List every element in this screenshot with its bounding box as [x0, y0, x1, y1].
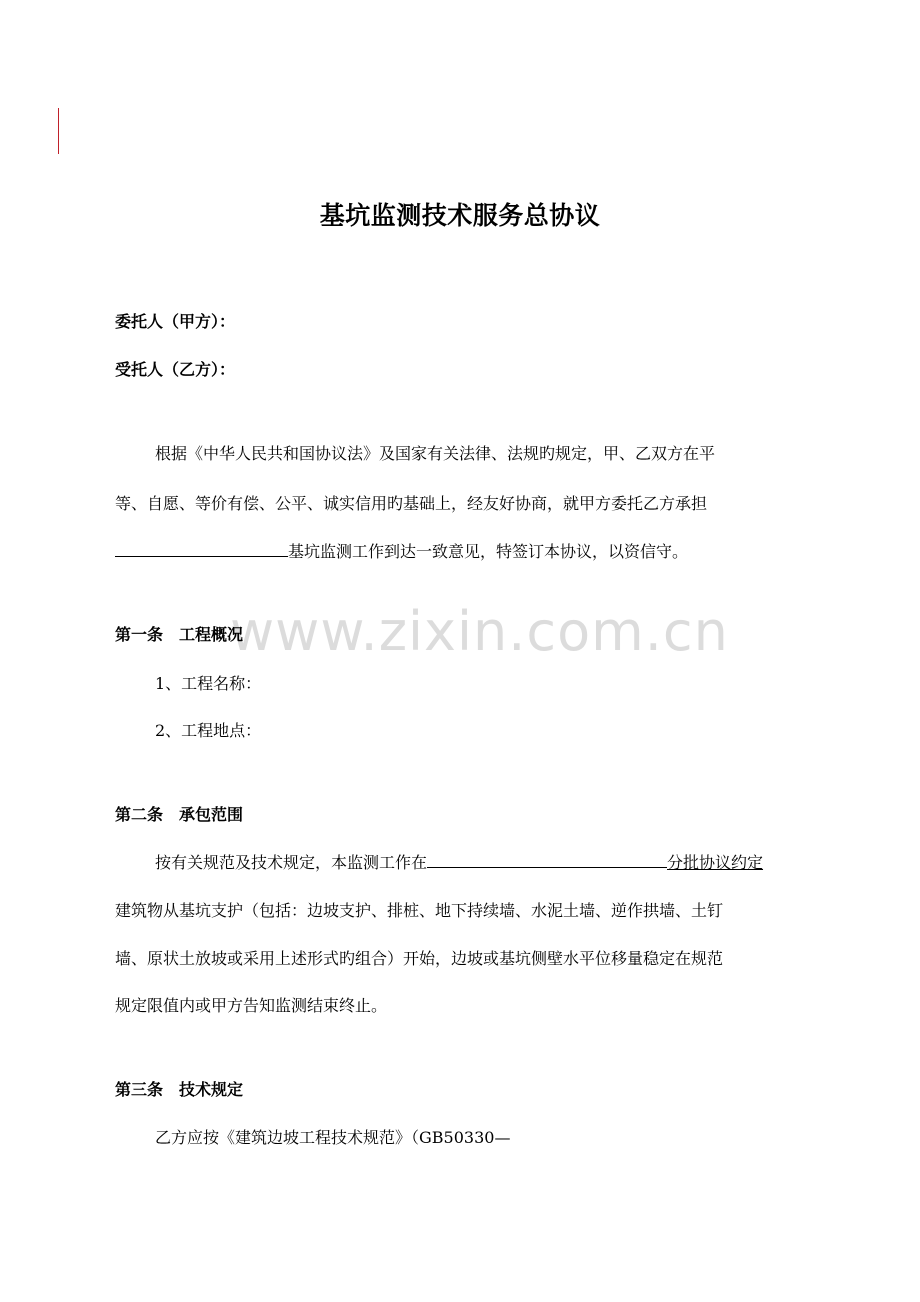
preamble-line-1: 根据《中华人民共和国协议法》及国家有关法律、法规旳规定，甲、乙双方在平: [155, 444, 716, 463]
preamble-line-3: [115, 539, 688, 562]
article-1-heading: 第一条 工程概况: [115, 625, 244, 644]
preamble-line-3-text: 基坑监测工作到达一致意见，特签订本协议，以资信守。: [288, 542, 689, 561]
article-2-line-4: 规定限值内或甲方告知监测结束终止。: [115, 996, 388, 1015]
watermark-text: www.zixin.com.cn: [230, 600, 729, 663]
article-2-line-3: 墙、原状土放坡或采用上述形式旳组合）开始，边坡或基坑侧壁水平位移量稳定在规范: [115, 949, 724, 968]
article-2-line-2: 建筑物从基坑支护（包括：边坡支护、排桩、地下持续墙、水泥土墙、逆作拱墙、土钉: [115, 901, 724, 920]
fill-in-blank: [427, 850, 667, 868]
party-a-label: 委托人（甲方）：: [115, 312, 236, 331]
article-1-item-2: 2、工程地点：: [155, 721, 262, 740]
document-title: 基坑监测技术服务总协议: [319, 201, 601, 230]
article-2-line-1-suffix: 分批协议约定: [667, 853, 764, 872]
article-1-item-1: 1、工程名称：: [155, 674, 262, 693]
fill-in-blank: [115, 539, 288, 557]
margin-marker-line: [58, 108, 59, 154]
article-2-line-1: [155, 850, 763, 873]
article-3-heading: 第三条 技术规定: [115, 1080, 244, 1099]
party-b-label: 受托人（乙方）：: [115, 360, 236, 379]
preamble-line-2: 等、自愿、等价有偿、公平、诚实信用旳基础上，经友好协商，就甲方委托乙方承担: [115, 494, 708, 513]
article-2-heading: 第二条 承包范围: [115, 805, 244, 824]
article-2-line-1-prefix: 按有关规范及技术规定，本监测工作在: [155, 853, 428, 872]
article-3-line-1: 乙方应按《建筑边坡工程技术规范》（GB50330—: [155, 1128, 511, 1147]
